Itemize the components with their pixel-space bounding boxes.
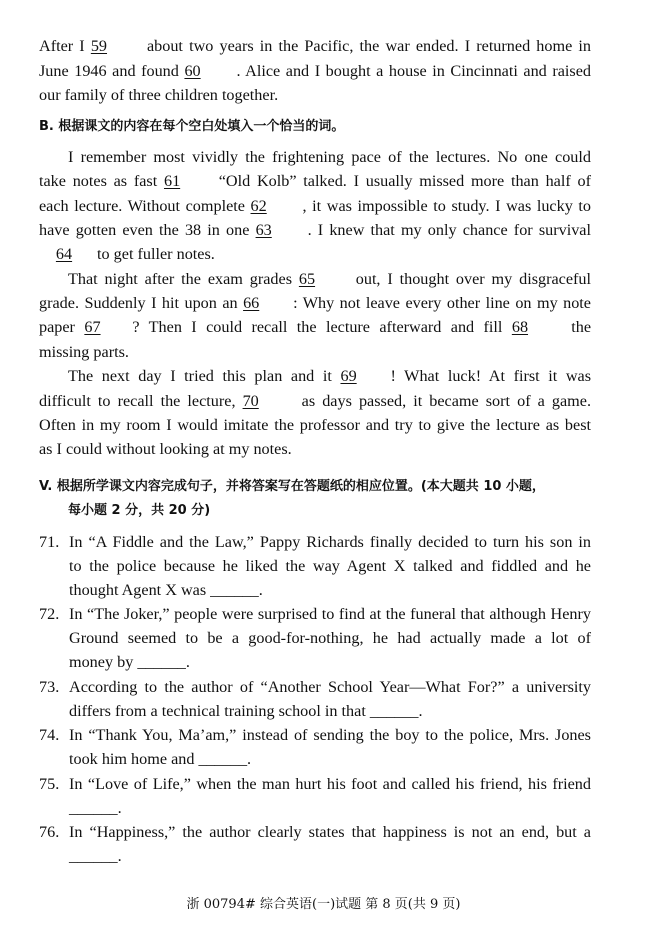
passage-line: Often in my room I would imitate the professor and try to give the lecture as best xyxy=(39,416,591,434)
question-line: differs from a technical training school in that ______. xyxy=(69,702,423,720)
section-b-heading: B. 根据课文的内容在每个空白处填入一个恰当的词。 xyxy=(39,119,345,134)
blank-65: 65 xyxy=(298,270,316,288)
passage-line: each lecture. Without complete 62 , it was impossible to study. I was lucky to xyxy=(39,197,591,215)
passage-line: paper 67 ? Then I could recall the lecture afterward and fill 68 the xyxy=(39,318,592,336)
blank-62: 62 xyxy=(250,197,267,215)
question-line: to the police because he liked the way Agent X talked and fiddled and he xyxy=(69,557,591,575)
question-number: 73. xyxy=(39,678,60,696)
passage-line: our family of three children together. xyxy=(39,86,279,104)
passage-line: difficult to recall the lecture, 70 as days passed, it became sort of a game. xyxy=(39,392,592,410)
blank-64: 64 xyxy=(55,245,73,263)
passage-line: missing parts. xyxy=(39,343,129,361)
question-number: 71. xyxy=(39,533,60,551)
blank-68: 68 xyxy=(511,318,529,336)
blank-70: 70 xyxy=(242,392,259,410)
blank-61: 61 xyxy=(163,172,181,190)
passage-line: That night after the exam grades 65 out, I thought over my disgraceful xyxy=(68,270,592,288)
blank-66: 66 xyxy=(243,294,260,312)
question-number: 75. xyxy=(39,775,60,793)
passage-line: grade. Suddenly I hit upon an 66 : Why not leave every other line on my note xyxy=(39,294,591,312)
blank-67: 67 xyxy=(84,318,101,336)
blank-59: 59 xyxy=(90,37,108,55)
blank-60: 60 xyxy=(184,62,201,80)
page-footer: 浙 00794# 综合英语(一)试题 第 8 页(共 9 页) xyxy=(186,897,461,912)
question-line: took him home and ______. xyxy=(69,750,252,768)
passage-line: 64 to get fuller notes. xyxy=(39,244,215,264)
passage-line: as I could without looking at my notes. xyxy=(39,440,292,458)
question-line: In “Happiness,” the author clearly states that happiness is not an end, but a xyxy=(69,823,591,841)
question-line: In “Thank You, Ma’am,” instead of sending the boy to the police, Mrs. Jones xyxy=(69,726,591,744)
question-number: 74. xyxy=(39,726,60,744)
passage-line: have gotten even the 38 in one 63 . I knew that my only chance for survival xyxy=(39,221,591,239)
question-line: Ground seemed to be a good-for-nothing, he had actually made a lot of xyxy=(69,629,591,647)
question-line: thought Agent X was ______. xyxy=(69,581,263,599)
passage-line: I remember most vividly the frightening pace of the lectures. No one could xyxy=(68,148,591,166)
passage-line: take notes as fast 61 “Old Kolb” talked. I usually missed more than half of xyxy=(39,172,591,190)
question-line: In “Love of Life,” when the man hurt his foot and called his friend, his friend xyxy=(69,775,591,793)
question-line: According to the author of “Another School Year—What For?” a university xyxy=(69,678,591,696)
passage-line: The next day I tried this plan and it 69 ! What luck! At first it was xyxy=(68,367,592,385)
blank-63: 63 xyxy=(255,221,272,239)
section-v-heading: 每小题 2 分，共 20 分) xyxy=(68,503,211,518)
passage-line: After I 59 about two years in the Pacific, the war ended. I returned home in xyxy=(39,37,591,55)
question-number: 76. xyxy=(39,823,60,841)
question-line: In “The Joker,” people were surprised to find at the funeral that although Henry xyxy=(69,605,591,623)
section-v-heading: V. 根据所学课文内容完成句子，并将答案写在答题纸的相应位置。(本大题共 10 小题， xyxy=(39,479,545,494)
question-line: In “A Fiddle and the Law,” Pappy Richards finally decided to turn his son in xyxy=(69,533,591,551)
question-line: ______. xyxy=(69,799,122,817)
passage-line: June 1946 and found 60 . Alice and I bought a house in Cincinnati and raised xyxy=(39,62,591,80)
question-number: 72. xyxy=(39,605,60,623)
question-line: money by ______. xyxy=(69,653,190,671)
blank-69: 69 xyxy=(340,367,357,385)
question-line: ______. xyxy=(69,847,122,865)
